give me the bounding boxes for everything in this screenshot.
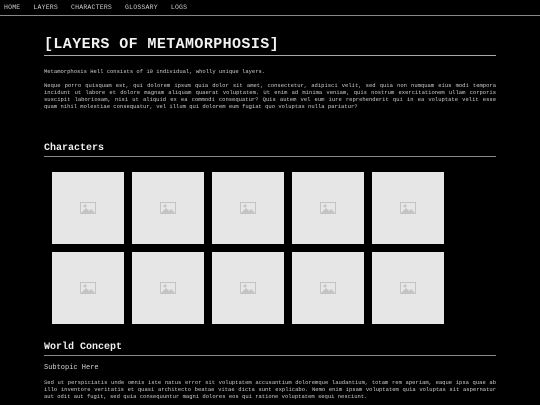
world-concept-text: Sed ut perspiciatis unde omnis iste natus error sit voluptatem accusantium doloremque laudantium, totam rem aperiam, eaque ipsa quae ab illo inventore veritatis et quasi architecto beatae vitae dicta sunt explicabo. Nemo enim ipsam voluptatem quia voluptas sit aspernatur aut odit aut fugit, sed quia consequuntur magni dolores eos qui ratione voluptatem sequi nesciunt. [44, 379, 496, 400]
character-thumbnail[interactable] [212, 172, 284, 244]
character-thumbnail[interactable] [292, 252, 364, 324]
character-thumbnail[interactable] [52, 172, 124, 244]
top-nav [0, 0, 540, 16]
nav-glossary-link[interactable]: GLOSSARY [125, 4, 158, 11]
image-placeholder-icon [400, 282, 416, 294]
image-placeholder-icon [240, 282, 256, 294]
image-placeholder-icon [240, 202, 256, 214]
character-thumbnail[interactable] [132, 252, 204, 324]
character-thumbnail[interactable] [372, 252, 444, 324]
image-placeholder-icon [320, 282, 336, 294]
character-thumbnail[interactable] [132, 172, 204, 244]
image-placeholder-icon [320, 202, 336, 214]
nav-home-link[interactable]: HOME [4, 4, 21, 11]
description-text: Neque porro quisquam est, qui dolorem ipsum quia dolor sit amet, consectetur, adipisci velit, sed quia non numquam eius modi tempora incidunt ut labore et dolore magnam aliquam quaerat voluptatem. Ut enim ad minima veniam, quis nostrum exercitationem ullam corporis suscipit laboriosam, nisi ut aliquid ex ea commodi consequatur? Quis autem vel eum iure reprehenderit qui in ea voluptate velit esse quam nihil molestiae consequatur, vel illum qui dolorem eum fugiat quo voluptas nulla pariatur? [44, 82, 496, 110]
character-thumbnail[interactable] [212, 252, 284, 324]
nav-characters-link[interactable]: CHARACTERS [71, 4, 113, 11]
nav-logs-link[interactable]: LOGS [170, 4, 188, 11]
character-thumbnail[interactable] [372, 172, 444, 244]
image-placeholder-icon [400, 202, 416, 214]
nav-layers-link[interactable]: LAYERS [33, 4, 59, 11]
world-concept-heading: World Concept [44, 342, 496, 356]
character-thumbnail[interactable] [292, 172, 364, 244]
characters-heading: Characters [44, 143, 496, 157]
image-placeholder-icon [160, 282, 176, 294]
image-placeholder-icon [160, 202, 176, 214]
image-placeholder-icon [80, 202, 96, 214]
image-placeholder-icon [80, 282, 96, 294]
page-title: [LAYERS OF METAMORPHOSIS] [44, 36, 496, 56]
intro-text: Metamorphosis Hell consists of 10 individual, wholly unique layers. [44, 68, 266, 75]
subtopic-label: Subtopic Here [44, 364, 99, 372]
character-thumbnail[interactable] [52, 252, 124, 324]
main-content [44, 36, 496, 110]
